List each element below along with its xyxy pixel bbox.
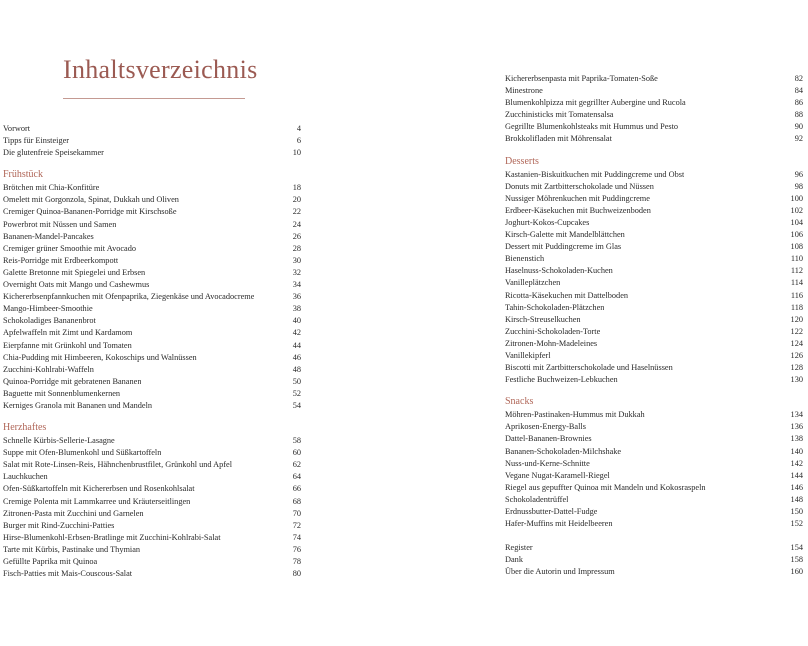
toc-entry[interactable]: Biscotti mit Zartbitterschokolade und Haselnüssen 128 xyxy=(505,363,803,373)
toc-entry[interactable]: Burger mit Rind-Zucchini-Patties 72 xyxy=(3,520,301,530)
toc-entry[interactable]: Festliche Buchweizen-Lebkuchen 130 xyxy=(505,375,803,385)
toc-entry[interactable]: Zucchini-Kohlrabi-Waffeln 48 xyxy=(3,364,301,374)
toc-entry[interactable]: Tahin-Schokoladen-Plätzchen 118 xyxy=(505,302,803,312)
toc-entry[interactable]: Galette Bretonne mit Spiegelei und Erbsen 32 xyxy=(3,267,301,277)
toc-entry[interactable]: Nuss-und-Kerne-Schnitte 142 xyxy=(505,458,803,468)
section-heading-snacks: Snacks xyxy=(505,396,534,408)
section-heading-desserts: Desserts xyxy=(505,155,539,167)
toc-entry[interactable]: Lauchkuchen 64 xyxy=(3,472,301,482)
toc-desserts-list xyxy=(505,169,803,387)
toc-entry[interactable]: Omelett mit Gorgonzola, Spinat, Dukkah und Oliven 20 xyxy=(3,195,301,205)
toc-entry[interactable]: Gefüllte Paprika mit Quinoa 78 xyxy=(3,557,301,566)
toc-entry[interactable]: Reis-Porridge mit Erdbeerkompott 30 xyxy=(3,255,301,265)
toc-entry[interactable]: Kichererbsenpfannkuchen mit Ofenpaprika, Ziegenkäse und Avocadocreme 36 xyxy=(3,292,301,302)
toc-entry[interactable]: Cremiger Quinoa-Bananen-Porridge mit Kirschsoße 22 xyxy=(3,207,301,217)
toc-entry[interactable]: Zitronen-Mohn-Madeleines 124 xyxy=(505,338,803,348)
toc-entry[interactable]: Erdnussbutter-Dattel-Fudge 150 xyxy=(505,507,803,516)
toc-entry[interactable]: Eierpfanne mit Grünkohl und Tomaten 44 xyxy=(3,340,301,350)
toc-entry[interactable]: Ricotta-Käsekuchen mit Dattelboden 116 xyxy=(505,290,803,300)
toc-entry-tipps[interactable]: Tipps für Einsteiger 6 xyxy=(3,136,301,146)
toc-entry[interactable]: Minestrone 84 xyxy=(505,86,803,96)
toc-entry[interactable]: Zucchini-Schokoladen-Torte 122 xyxy=(505,326,803,336)
toc-herzhaftes-list xyxy=(3,435,301,580)
toc-entry[interactable]: Vanillekipferl 126 xyxy=(505,350,803,360)
toc-entry[interactable]: Kastanien-Biskuitkuchen mit Puddingcreme und Obst 96 xyxy=(505,169,803,179)
toc-entry[interactable]: Zitronen-Pasta mit Zucchini und Garnelen 70 xyxy=(3,508,301,518)
toc-entry[interactable]: Tarte mit Kürbis, Pastinake und Thymian 76 xyxy=(3,544,301,554)
toc-right-column xyxy=(505,73,803,578)
toc-entry[interactable]: Overnight Oats mit Mango und Cashewmus 34 xyxy=(3,280,301,290)
toc-entry[interactable]: Gegrillte Blumenkohlsteaks mit Hummus und Pesto 90 xyxy=(505,122,803,132)
toc-entry[interactable]: Schokoladiges Bananenbrot 40 xyxy=(3,316,301,326)
toc-entry[interactable]: Dessert mit Puddingcreme im Glas 108 xyxy=(505,242,803,252)
toc-entry[interactable]: Suppe mit Ofen-Blumenkohl und Süßkartoffeln 60 xyxy=(3,448,301,458)
toc-entry[interactable]: Kirsch-Streuselkuchen 120 xyxy=(505,314,803,324)
toc-entry-register[interactable]: Register 154 xyxy=(505,543,803,553)
toc-entry-speisekammer[interactable]: Die glutenfreie Speisekammer 10 xyxy=(3,148,301,158)
toc-entry[interactable]: Vegane Nugat-Karamell-Riegel 144 xyxy=(505,470,803,480)
toc-entry[interactable]: Quinoa-Porridge mit gebratenen Bananen 50 xyxy=(3,376,301,386)
toc-intro-list xyxy=(3,123,301,159)
toc-entry[interactable]: Fisch-Patties mit Mais-Couscous-Salat 80 xyxy=(3,569,301,579)
toc-entry[interactable]: Schokoladentrüffel 148 xyxy=(505,494,803,504)
toc-entry[interactable]: Apfelwaffeln mit Zimt und Kardamom 42 xyxy=(3,328,301,338)
toc-entry[interactable]: Chia-Pudding mit Himbeeren, Kokoschips und Walnüssen 46 xyxy=(3,352,301,362)
toc-entry-autorin[interactable]: Über die Autorin und Impressum 160 xyxy=(505,567,803,577)
toc-entry[interactable]: Kerniges Granola mit Bananen und Mandeln 54 xyxy=(3,400,301,410)
toc-entry[interactable]: Salat mit Rote-Linsen-Reis, Hähnchenbrustfilet, Grünkohl und Apfel 62 xyxy=(3,460,301,470)
toc-entry[interactable]: Brokkolifladen mit Möhrensalat 92 xyxy=(505,134,803,144)
toc-entry[interactable]: Vanilleplätzchen 114 xyxy=(505,278,803,288)
toc-entry[interactable]: Brötchen mit Chia-Konfitüre 18 xyxy=(3,183,301,193)
toc-entry-dank[interactable]: Dank 158 xyxy=(505,555,803,565)
toc-entry[interactable]: Mango-Himbeer-Smoothie 38 xyxy=(3,304,301,314)
toc-entry[interactable]: Bienenstich 110 xyxy=(505,254,803,264)
toc-entry[interactable]: Donuts mit Zartbitterschokolade und Nüssen 98 xyxy=(505,181,803,191)
toc-entry[interactable]: Cremige Polenta mit Lammkarree und Kräuterseitlingen 68 xyxy=(3,496,301,506)
toc-left-column xyxy=(3,123,301,580)
toc-entry[interactable]: Dattel-Bananen-Brownies 138 xyxy=(505,434,803,444)
toc-entry[interactable]: Bananen-Schokoladen-Milchshake 140 xyxy=(505,446,803,456)
toc-entry-vorwort[interactable]: Vorwort 4 xyxy=(3,124,301,133)
toc-entry[interactable]: Riegel aus gepuffter Quinoa mit Mandeln und Kokosraspeln 146 xyxy=(505,482,803,492)
toc-entry[interactable]: Nussiger Möhrenkuchen mit Puddingcreme 100 xyxy=(505,193,803,203)
title-divider xyxy=(63,98,245,99)
toc-entry[interactable]: Hirse-Blumenkohl-Erbsen-Bratlinge mit Zucchini-Kohlrabi-Salat 74 xyxy=(3,532,301,542)
toc-entry[interactable]: Aprikosen-Energy-Balls 136 xyxy=(505,422,803,432)
page-title: Inhaltsverzeichnis xyxy=(63,55,258,84)
toc-entry[interactable]: Baguette mit Sonnenblumenkernen 52 xyxy=(3,388,301,398)
toc-entry[interactable]: Kichererbsenpasta mit Paprika-Tomaten-Soße 82 xyxy=(505,74,803,83)
toc-entry[interactable]: Schnelle Kürbis-Sellerie-Lasagne 58 xyxy=(3,436,301,446)
toc-entry[interactable]: Zucchinisticks mit Tomatensalsa 88 xyxy=(505,110,803,120)
toc-fruehstueck-list xyxy=(3,182,301,412)
toc-herzhaftes-continued-list xyxy=(505,73,803,146)
toc-entry[interactable]: Möhren-Pastinaken-Hummus mit Dukkah 134 xyxy=(505,410,803,420)
section-heading-fruehstueck: Frühstück xyxy=(3,169,43,181)
toc-entry[interactable]: Blumenkohlpizza mit gegrillter Aubergine und Rucola 86 xyxy=(505,98,803,108)
toc-entry[interactable]: Ofen-Süßkartoffeln mit Kichererbsen und Rosenkohlsalat 66 xyxy=(3,484,301,494)
toc-back-matter-list xyxy=(505,542,803,578)
section-heading-herzhaftes: Herzhaftes xyxy=(3,422,47,434)
toc-entry[interactable]: Erdbeer-Käsekuchen mit Buchweizenboden 102 xyxy=(505,205,803,215)
toc-snacks-list xyxy=(505,409,803,530)
spacer xyxy=(505,530,803,542)
toc-entry[interactable]: Hafer-Muffins mit Heidelbeeren 152 xyxy=(505,519,803,529)
toc-entry[interactable]: Powerbrot mit Nüssen und Samen 24 xyxy=(3,219,301,229)
toc-entry[interactable]: Bananen-Mandel-Pancakes 26 xyxy=(3,231,301,241)
toc-entry[interactable]: Joghurt-Kokos-Cupcakes 104 xyxy=(505,217,803,227)
toc-entry[interactable]: Cremiger grüner Smoothie mit Avocado 28 xyxy=(3,243,301,253)
toc-entry[interactable]: Kirsch-Galette mit Mandelblättchen 106 xyxy=(505,230,803,240)
toc-entry[interactable]: Haselnuss-Schokoladen-Kuchen 112 xyxy=(505,266,803,276)
